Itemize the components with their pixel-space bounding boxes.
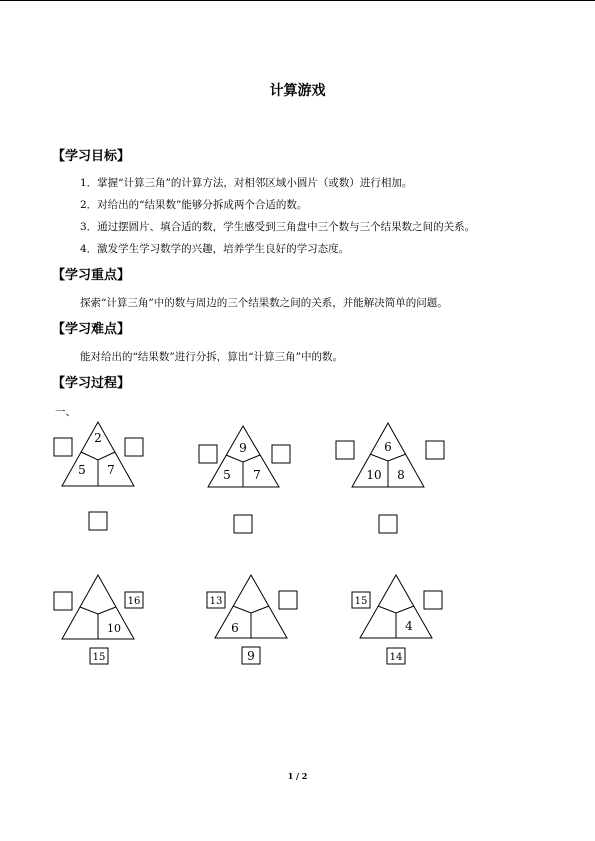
right-cell: 7 [107, 463, 115, 477]
answer-box-left[interactable] [54, 592, 72, 610]
answer-box-bottom[interactable] [379, 515, 397, 533]
result-bottom: 9 [247, 649, 255, 663]
goal-item-3: 3．通过摆圆片、填合适的数，学生感受到三角盘中三个数与三个结果数之间的关系。 [80, 221, 476, 233]
difficulty-text: 能对给出的“结果数”进行分拆，算出“计算三角”中的数。 [80, 351, 343, 363]
key-text: 探索“计算三角”中的数与周边的三个结果数之间的关系，并能解决简单的问题。 [80, 297, 448, 309]
left-cell: 5 [223, 468, 231, 482]
right-cell: 7 [253, 468, 261, 482]
key-heading: 【学习重点】 [52, 268, 131, 283]
answer-box-right[interactable] [424, 591, 442, 609]
triangle-divider [80, 607, 116, 614]
triangle-divider [81, 452, 115, 460]
page-title: 计算游戏 [269, 83, 326, 99]
right-cell: 8 [397, 468, 405, 482]
answer-box-left[interactable] [54, 438, 72, 456]
calc-triangle-6 [352, 575, 442, 664]
answer-box-left[interactable] [336, 441, 354, 459]
result-right: 16 [127, 596, 141, 607]
goals-heading: 【学习目标】 [52, 149, 131, 164]
process-heading: 【学习过程】 [52, 376, 131, 391]
answer-box-bottom[interactable] [89, 512, 107, 530]
goal-item-4: 4．激发学生学习数学的兴趣，培养学生良好的学习态度。 [80, 243, 350, 255]
calc-triangle-5 [207, 575, 297, 664]
answer-box-right[interactable] [125, 438, 143, 456]
answer-box-left[interactable] [199, 445, 217, 463]
answer-box-bottom[interactable] [234, 515, 252, 533]
calc-triangle-2 [199, 426, 290, 533]
result-bottom: 14 [389, 652, 403, 663]
calc-triangle-4 [54, 575, 143, 664]
difficulty-heading: 【学习难点】 [52, 322, 131, 337]
answer-box-right[interactable] [426, 441, 444, 459]
left-cell: 5 [78, 463, 86, 477]
right-cell: 10 [107, 622, 121, 635]
triangle-divider [378, 606, 414, 613]
top-cell: 2 [94, 431, 102, 445]
result-left: 15 [354, 596, 368, 607]
goal-item-1: 1．掌握“计算三角”的计算方法，对相邻区域小圆片（或数）进行相加。 [80, 177, 413, 189]
calc-triangle-1 [54, 422, 143, 530]
right-cell: 4 [405, 619, 413, 633]
left-cell: 10 [366, 468, 382, 482]
page-number: 1 / 2 [287, 771, 308, 781]
triangle-divider [233, 606, 269, 613]
left-cell: 6 [231, 621, 239, 635]
goal-item-2: 2．对给出的“结果数”能够分拆成两个合适的数。 [80, 199, 308, 211]
triangle-divider [370, 454, 406, 461]
result-bottom: 15 [92, 652, 106, 663]
calc-triangle-3 [336, 423, 444, 533]
answer-box-right[interactable] [279, 591, 297, 609]
top-cell: 6 [384, 440, 392, 454]
answer-box-right[interactable] [272, 445, 290, 463]
section-marker: 一、 [55, 406, 76, 418]
top-cell: 9 [239, 441, 247, 455]
triangle-divider [226, 455, 260, 462]
result-left: 13 [209, 596, 223, 607]
